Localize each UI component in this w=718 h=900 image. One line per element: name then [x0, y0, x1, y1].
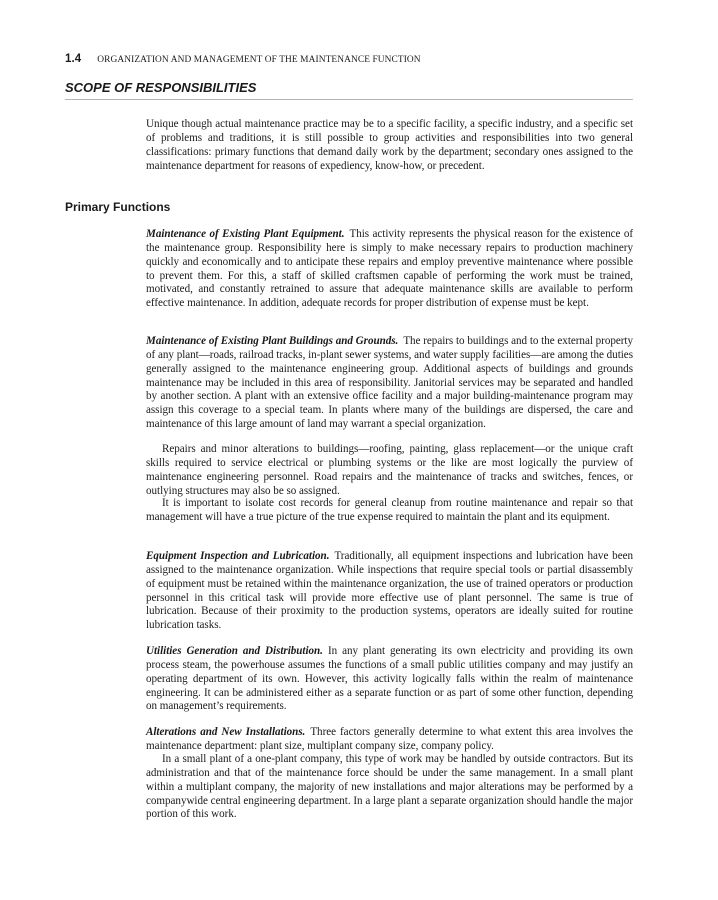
paragraph-body: This activity represents the physical reason for the existence of the maintenance group. Responsibility here is simply to make necessary repairs to production machinery quickly and economically and to anticipate these repairs and employ preventive maintenance where possible to prevent them. For this, a staff of skilled craftsmen capable of performing the work must be trained, motivated, and constantly retrained to assure that adequate maintenance skills are available to perform effective maintenance. In addition, adequate records for proper distribution of expense must be kept. [146, 228, 634, 310]
run-in-heading: Maintenance of Existing Plant Buildings and Grounds. [146, 335, 399, 347]
run-in-heading: Maintenance of Existing Plant Equipment. [146, 228, 345, 240]
running-title: ORGANIZATION AND MANAGEMENT OF THE MAINTENANCE FUNCTION [97, 55, 421, 65]
running-head [65, 53, 645, 65]
paragraph-plant-equipment [146, 228, 633, 311]
run-in-heading: Utilities Generation and Distribution. [146, 645, 323, 657]
paragraph-body: Three factors generally determine to what extent this area involves the maintenance department: plant size, multiplant company size, company policy. [146, 726, 633, 752]
paragraph-buildings-grounds [146, 335, 633, 432]
paragraph-alterations [146, 726, 633, 754]
paragraph-body: The repairs to buildings and to the external property of any plant—roads, railroad tracks, in-plant sewer systems, and water supply facilities—are among the duties generally assigned to the maintenance engineering group. Additional aspects of buildings and grounds maintenance may be included in this area of responsibility. Janitorial services may be separated and handled by another section. A plant with an extensive office facility and a major building-maintenance program may assign this coverage to a special team. In plants where many of the buildings are dispersed, the care and maintenance of this large amount of land may warrant a special organization. [146, 335, 634, 431]
subsection-heading: Primary Functions [65, 200, 171, 214]
paragraph-inspection-lubrication [146, 550, 633, 633]
run-in-heading: Alterations and New Installations. [146, 726, 306, 738]
paragraph-buildings-repairs: Repairs and minor alterations to buildings—roofing, painting, glass replacement—or the unique craft skills required to service electrical or plumbing systems or the like are most logically the purview of maintenance engineering personnel. Road repairs and the maintenance of tracks and switches, fences, or outlying structures may also be so assigned. [146, 443, 633, 497]
paragraph-alterations-detail: In a small plant of a one-plant company, this type of work may be handled by outside contractors. But its administration and that of the maintenance force should be under the same management. In a small plant within a multiplant company, the majority of new installations and major alterations may be performed by a companywide central engineering department. In a large plant a separate organization should handle the major portion of this work. [146, 753, 633, 821]
paragraph-body: In any plant generating its own electricity and providing its own process steam, the powerhouse assumes the functions of a small public utilities company and may justify an operating department of its own. However, this activity logically falls within the realm of maintenance engineering. It can be administered either as a separate function or as part of some other function, depending on management’s requirements. [146, 645, 633, 713]
page-number: 1.4 [65, 53, 82, 65]
intro-paragraph: Unique though actual maintenance practice may be to a specific facility, a specific industry, and a specific set of problems and traditions, it is still possible to group activities and responsibilities into two general classifications: primary functions that demand daily work by the department; secondary ones assigned to the maintenance department for reasons of expediency, know-how, or precedent. [146, 118, 633, 172]
paragraph-utilities [146, 645, 633, 714]
section-title: SCOPE OF RESPONSIBILITIES [65, 80, 633, 100]
run-in-heading: Equipment Inspection and Lubrication. [146, 550, 330, 562]
paragraph-buildings-cost-records: It is important to isolate cost records for general cleanup from routine maintenance and repair so that management will have a true picture of the true expense required to maintain the plant and its equipment. [146, 497, 633, 523]
paragraph-body: Traditionally, all equipment inspections and lubrication have been assigned to the maintenance organization. While inspections that require special tools or partial disassembly of equipment must be retained within the maintenance organization, the use of trained operators or production personnel in this critical task will provide more effective use of plant personnel. The same is true of lubrication. Because of their proximity to the production systems, operators are ideally suited for routine lubrication tasks. [146, 550, 634, 632]
